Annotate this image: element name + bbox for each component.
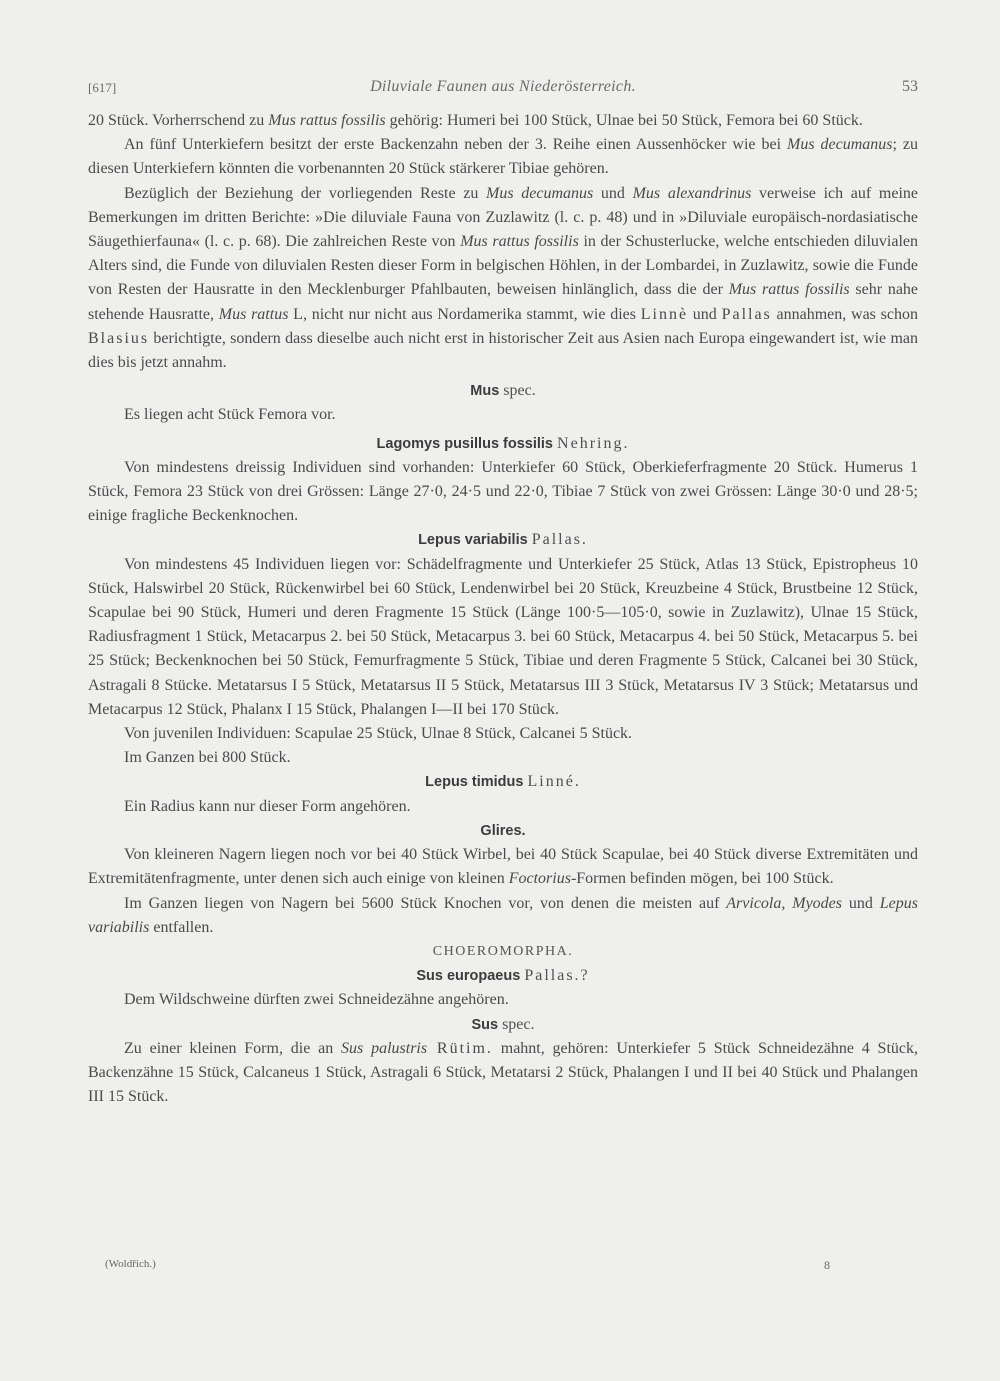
section-heading: Glires. bbox=[480, 822, 526, 839]
paragraph: An fünf Unterkiefern besitzt der erste Backenzahn neben der 3. Reihe einen Aussenhöcker wie bei Mus decumanus; zu diesen Unterkiefern könnten die vorbenannten 20 Stück stärkerer Tibiae gehören. bbox=[88, 136, 919, 178]
author-signature: (Woldřich.) bbox=[105, 1258, 156, 1270]
section-heading: Lepus variabilis Pallas. bbox=[418, 531, 588, 549]
page-body bbox=[88, 109, 918, 1109]
running-title: Diluviale Faunen aus Niederösterreich. bbox=[370, 78, 636, 95]
paragraph: Von kleineren Nagern liegen noch vor bei 40 Stück Wirbel, bei 40 Stück Scapulae, bei 40 Stück diverse Extremitäten und Extremitätenfragmente, unter denen sich auch einige von kleinen Foctorius-Formen befinden mögen, bei 100 Stück. bbox=[88, 846, 918, 888]
paragraph: Von juvenilen Individuen: Scapulae 25 Stück, Ulnae 8 Stück, Calcanei 5 Stück. bbox=[124, 725, 633, 743]
section-heading: Sus europaeus Pallas.? bbox=[416, 967, 590, 985]
paragraph: 20 Stück. Vorherrschend zu Mus rattus fossilis gehörig: Humeri bei 100 Stück, Ulnae bei 50 Stück, Femora bei 60 Stück. bbox=[88, 112, 863, 129]
section-heading: Sus spec. bbox=[471, 1015, 535, 1033]
section-heading: Lepus timidus Linné. bbox=[425, 773, 581, 791]
paragraph: Ein Radius kann nur dieser Form angehören. bbox=[124, 797, 411, 815]
paragraph: Im Ganzen liegen von Nagern bei 5600 Stück Knochen vor, von denen die meisten auf Arvicola, Myodes und Lepus variabilis entfallen. bbox=[88, 894, 918, 936]
sheet-number: 8 bbox=[824, 1258, 830, 1272]
page-number: 53 bbox=[902, 78, 918, 95]
paragraph: Zu einer kleinen Form, die an Sus palustris Rütim. mahnt, gehören: Unterkiefer 5 Stück Schneidezähne 4 Stück, Backenzähne 15 Stück, Calcaneus 1 Stück, Astragali 6 Stück, Metatarsi 2 Stück, Phalangen I und II bei 40 Stück und Phalangen III 15 Stück. bbox=[88, 1039, 918, 1106]
paragraph: Von mindestens dreissig Individuen sind vorhanden: Unterkiefer 60 Stück, Oberkieferfragmente 20 Stück. Humerus 1 Stück, Femora 23 Stück von drei Grössen: Länge 27·0, 24·5 und 22·0, Tibiae 7 Stück von zwei Grössen: Länge 30·0 und 28·5; einige fragliche Beckenknochen. bbox=[88, 458, 918, 525]
paragraph: Es liegen acht Stück Femora vor. bbox=[124, 406, 336, 424]
paragraph: Im Ganzen bei 800 Stück. bbox=[124, 749, 291, 767]
paragraph: Bezüglich der Beziehung der vorliegenden Reste zu Mus decumanus und Mus alexandrinus verweise ich auf meine Bemerkungen im dritten Berichte: »Die diluviale Fauna von Zuzlawitz (l. c. p. 48) und in »Diluviale europäisch-nordasiatische Säugethierfauna« (l. c. p. 68). Die zahlreichen Reste von Mus rattus fossilis in der Schusterlucke, welche entschieden diluvialen Alters sind, die Funde von diluvialen Resten dieser Form in belgischen Höhlen, in der Lombardei, in Zuzlawitz, sowie die Funde von Resten der Hausratte in den Mecklenburger Pfahlbauten, beweisen hinlänglich, dass die der Mus rattus fossilis sehr nahe stehende Hausratte, Mus rattus L, nicht nur nicht aus Nordamerika stammt, wie dies Linnè und Pallas annahmen, was schon Blasius berichtigte, sondern dass dieselbe auch nicht erst in historischer Zeit aus Asien nach Europa eingewandert ist, wie man dies bis jetzt annahm. bbox=[88, 184, 919, 372]
running-header bbox=[88, 78, 918, 100]
paragraph: Dem Wildschweine dürften zwei Schneidezähne angehören. bbox=[124, 991, 509, 1009]
order-heading: CHOEROMORPHA. bbox=[432, 943, 574, 959]
paragraph: Von mindestens 45 Individuen liegen vor: Schädelfragmente und Unterkiefer 25 Stück, Atlas 13 Stück, Epistropheus 10 Stück, Halswirbel 20 Stück, Rückenwirbel bei 60 Stück, Lendenwirbel bei 20 Stück, Kreuzbeine 4 Stück, Brustbeine 12 Stück, Scapulae bei 90 Stück, Humeri und deren Fragmente 15 Stück (Länge 100·5—105·0, sowie in Zuzlawitz), Ulnae 15 Stück, Radiusfragment 1 Stück, Metacarpus 2. bei 50 Stück, Metacarpus 3. bei 60 Stück, Metacarpus 4. bei 50 Stück, Metacarpus 5. bei 25 Stück; Beckenknochen bei 50 Stück, Femurfragmente 5 Stück, Tibiae und deren Fragmente 5 Stück, Calcanei bei 30 Stück, Astragali 8 Stücke. Metatarsus I 5 Stück, Metatarsus II 5 Stück, Metatarsus III 3 Stück, Metatarsus IV 3 Stück; Metatarsus und Metacarpus 12 Stück, Phalanx I 15 Stück, Phalangen I—II bei 170 Stück. bbox=[88, 555, 918, 718]
section-heading: Mus spec. bbox=[470, 382, 536, 400]
original-page-number: [617] bbox=[88, 80, 117, 95]
page-footer bbox=[105, 1258, 830, 1278]
section-heading: Lagomys pusillus fossilis Nehring. bbox=[376, 434, 630, 452]
